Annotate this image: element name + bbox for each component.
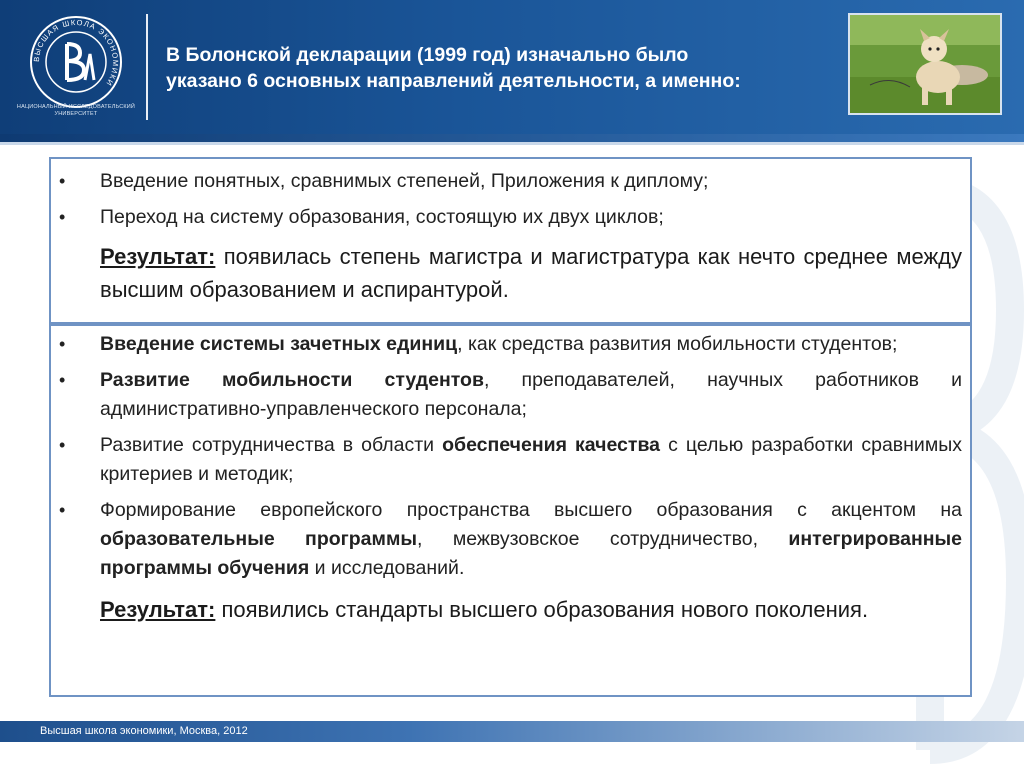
directions-box-1 <box>49 157 972 324</box>
bullet-icon: • <box>59 334 66 354</box>
logo-ring-text: ВЫСШАЯ ШКОЛА ЭКОНОМИКИ <box>31 17 121 89</box>
list-item-text: Формирование европейского пространства высшего образования с акцентом на <box>100 499 962 521</box>
header-stripe-light <box>0 142 1024 145</box>
list-item <box>51 330 970 359</box>
list-item-text: , преподавателей, научных работников и административно-управленческого персонала; <box>100 369 962 420</box>
list-item-bold: Развитие мобильности студентов <box>100 369 484 391</box>
directions-box-2 <box>49 324 972 697</box>
dog-photo <box>848 13 1002 115</box>
footer-text: Высшая школа экономики, Москва, 2012 <box>40 725 248 737</box>
title-divider <box>146 14 148 120</box>
header-stripe <box>0 134 1024 142</box>
slide-title <box>166 42 846 94</box>
list-item-text: Переход на систему образования, состоящую их двух циклов; <box>100 206 664 228</box>
slide-title-line2: указано 6 основных направлений деятельности, а именно: <box>166 70 741 92</box>
result-label: Результат: <box>100 597 216 622</box>
list-item <box>51 366 970 424</box>
footer-bar <box>0 721 1024 742</box>
list-item <box>51 167 970 196</box>
bullet-icon: • <box>59 207 66 227</box>
list-item-text: с целью разработки сравнимых критериев и методик; <box>100 434 962 485</box>
result-text: появилась степень магистра и магистратура как нечто среднее между высшим образованием и аспирантурой. <box>100 244 962 302</box>
list-item-bold: обеспечения качества <box>442 434 661 456</box>
result-paragraph-1 <box>51 240 970 306</box>
bullet-icon: • <box>59 370 66 390</box>
header-bar <box>0 0 1024 134</box>
list-item <box>51 203 970 232</box>
bullet-icon: • <box>59 500 66 520</box>
list-item-text: Введение понятных, сравнимых степеней, Приложения к диплому; <box>100 170 709 192</box>
result-label: Результат: <box>100 244 216 269</box>
list-item-bold: образовательные программы <box>100 528 418 550</box>
list-item-text: и исследований. <box>309 557 465 579</box>
list-item <box>51 431 970 489</box>
slide-title-line1: В Болонской декларации (1999 год) изначально было <box>166 44 689 66</box>
directions-list-2 <box>51 330 970 583</box>
list-item <box>51 496 970 583</box>
list-item-text: , межвузовское сотрудничество, <box>417 528 789 550</box>
dog-photo-icon <box>850 15 1000 113</box>
logo-caption: НАЦИОНАЛЬНЫЙ ИССЛЕДОВАТЕЛЬСКИЙ УНИВЕРСИТЕТ <box>16 104 136 117</box>
directions-list-1 <box>51 167 970 232</box>
bullet-icon: • <box>59 171 66 191</box>
list-item-bold: интегрированные программы обучения <box>100 528 963 579</box>
result-text: появились стандарты высшего образования нового поколения. <box>215 597 869 622</box>
university-logo <box>28 14 124 110</box>
result-paragraph-2 <box>51 593 970 626</box>
list-item-text: Развитие сотрудничества в области <box>100 434 443 456</box>
bullet-icon: • <box>59 435 66 455</box>
list-item-bold: Введение системы зачетных единиц <box>100 333 458 355</box>
list-item-text: , как средства развития мобильности студентов; <box>457 333 898 355</box>
